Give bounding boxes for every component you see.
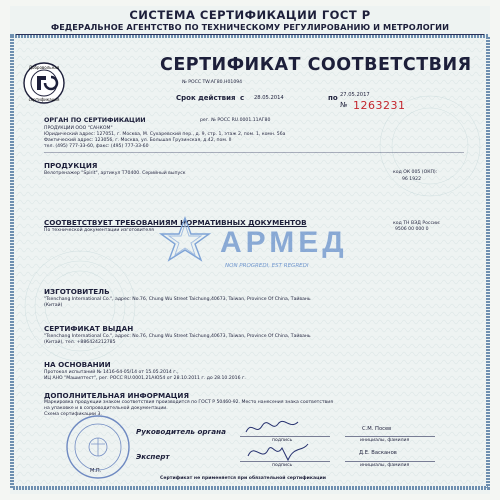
extra-heading: ДОПОЛНИТЕЛЬНАЯ ИНФОРМАЦИЯ <box>44 391 189 400</box>
tnved-value: 9506 00 000 0 <box>395 227 429 232</box>
watermark-note: NON PROGREDI, EST REGREDI <box>225 263 309 269</box>
serial-prefix: № <box>340 101 348 109</box>
expert-label: Эксперт <box>136 452 170 461</box>
agency-header: ФЕДЕРАЛЬНОЕ АГЕНТСТВО ПО ТЕХНИЧЕСКОМУ РЕГУЛИРОВАНИЮ И МЕТРОЛОГИИ <box>50 22 450 32</box>
logo-top-text: Добровольная <box>28 65 60 70</box>
to-date: 27.05.2017 <box>340 92 370 98</box>
organ-line-2: Юридический адрес: 127051, г. Москва, М. Сухаревский пер., д. 9, стр. 1, этаж 2, пом. 1, комн. 56а <box>44 132 286 137</box>
conformity-heading: СООТВЕТСТВУЕТ ТРЕБОВАНИЯМ НОРМАТИВНЫХ ДОКУМЕНТОВ <box>44 218 307 227</box>
extra-line-3: Схема сертификации 3. <box>44 412 102 417</box>
tnved-label: код ТН ВЭД России: <box>393 221 441 226</box>
watermark-brand: АРМЕД <box>220 226 348 259</box>
expert-caption-signature: подпись <box>272 463 293 468</box>
from-date: 28.05.2014 <box>254 95 284 101</box>
extra-line-1: Маркировка продукции знаком соответствия производится по ГОСТ Р 50460-92. Место нанесения знака соответствия <box>44 400 333 405</box>
serial-number: 1263231 <box>353 99 406 112</box>
basis-line-1: Протокол испытаний № 1416-64-05/14 от 15.05.2014 г., <box>44 370 179 375</box>
armed-watermark <box>155 214 215 266</box>
issued-to-line-1: "Tsenchang International Co.", адрес: No.76, Chung Wu Street Taichung,40673, Taiwan, Province Of China, Тайвань <box>44 334 311 339</box>
organ-reg: рег. № РОСС RU.0001.11АГ80 <box>200 118 271 123</box>
head-name: С.М. Посев <box>362 426 392 432</box>
expert-name: Д.Е. Васканов <box>359 450 397 456</box>
logo-bottom-text: сертификация <box>28 97 60 102</box>
manufacturer-line-2: (Китай) <box>44 303 63 308</box>
okp-label: код ОК 005 (ОКП): <box>393 170 438 175</box>
footer-note: Сертификат не применяется при обязательной сертификации <box>160 476 326 481</box>
extra-line-2: на упаковке и в сопроводительной документации. <box>44 406 168 411</box>
head-signature <box>242 418 302 438</box>
manufacturer-line-1: "Tsenchang International Co.", адрес: No.76, Chung Wu Street Taichung,40673, Taiwan, Province Of China, Тайвань <box>44 297 311 302</box>
organ-line-3: Фактический адрес: 123056, г. Москва, ул. Большая Грузинская, д.42, пом. II <box>44 138 232 143</box>
validity-label: Срок действия <box>176 94 236 102</box>
stamp-label: М.П. <box>90 468 102 474</box>
head-caption-name: инициалы, фамилия <box>360 438 410 443</box>
issued-to-heading: СЕРТИФИКАТ ВЫДАН <box>44 324 134 333</box>
basis-heading: НА ОСНОВАНИИ <box>44 360 111 369</box>
product-heading: ПРОДУКЦИЯ <box>44 161 98 170</box>
system-header: СИСТЕМА СЕРТИФИКАЦИИ ГОСТ Р <box>129 8 371 22</box>
okp-value: 96 1922 <box>402 177 421 182</box>
manufacturer-heading: ИЗГОТОВИТЕЛЬ <box>44 287 110 296</box>
organ-line-1: ПРОДУКЦИИ ООО "САНКОМ" <box>44 126 113 131</box>
head-caption-signature: подпись <box>272 438 293 443</box>
to-label: по <box>328 94 338 102</box>
registration-number: № РОСС TW.АГ80.Н01094 <box>182 80 243 85</box>
basis-line-2: ИЦ АНО "Машиптест", рег. РОСС RU.0001.21АЮ54 от 28.10.2011 г. до 28.10.2016 г. <box>44 376 246 381</box>
product-text: Велотренажер "Spirit", артикул Т70400. Серийный выпуск <box>44 171 186 176</box>
conformity-text: По технической документации изготовителя <box>44 228 154 233</box>
organ-heading: ОРГАН ПО СЕРТИФИКАЦИИ <box>44 116 146 124</box>
expert-caption-name: инициалы, фамилия <box>360 463 410 468</box>
voluntary-certification-logo <box>23 62 65 104</box>
from-label: с <box>240 94 245 102</box>
organ-line-4: тел. (495) 777-33-60, факс: (495) 777-33-60 <box>44 144 149 149</box>
head-label: Руководитель органа <box>136 427 226 436</box>
header-divider <box>16 34 484 35</box>
issued-to-line-2: (Китай), тел. +886424212785 <box>44 340 116 345</box>
certificate-sheet <box>10 6 490 494</box>
armed-star-icon <box>155 214 215 262</box>
document-title: СЕРТИФИКАТ СООТВЕТСТВИЯ <box>160 55 472 75</box>
